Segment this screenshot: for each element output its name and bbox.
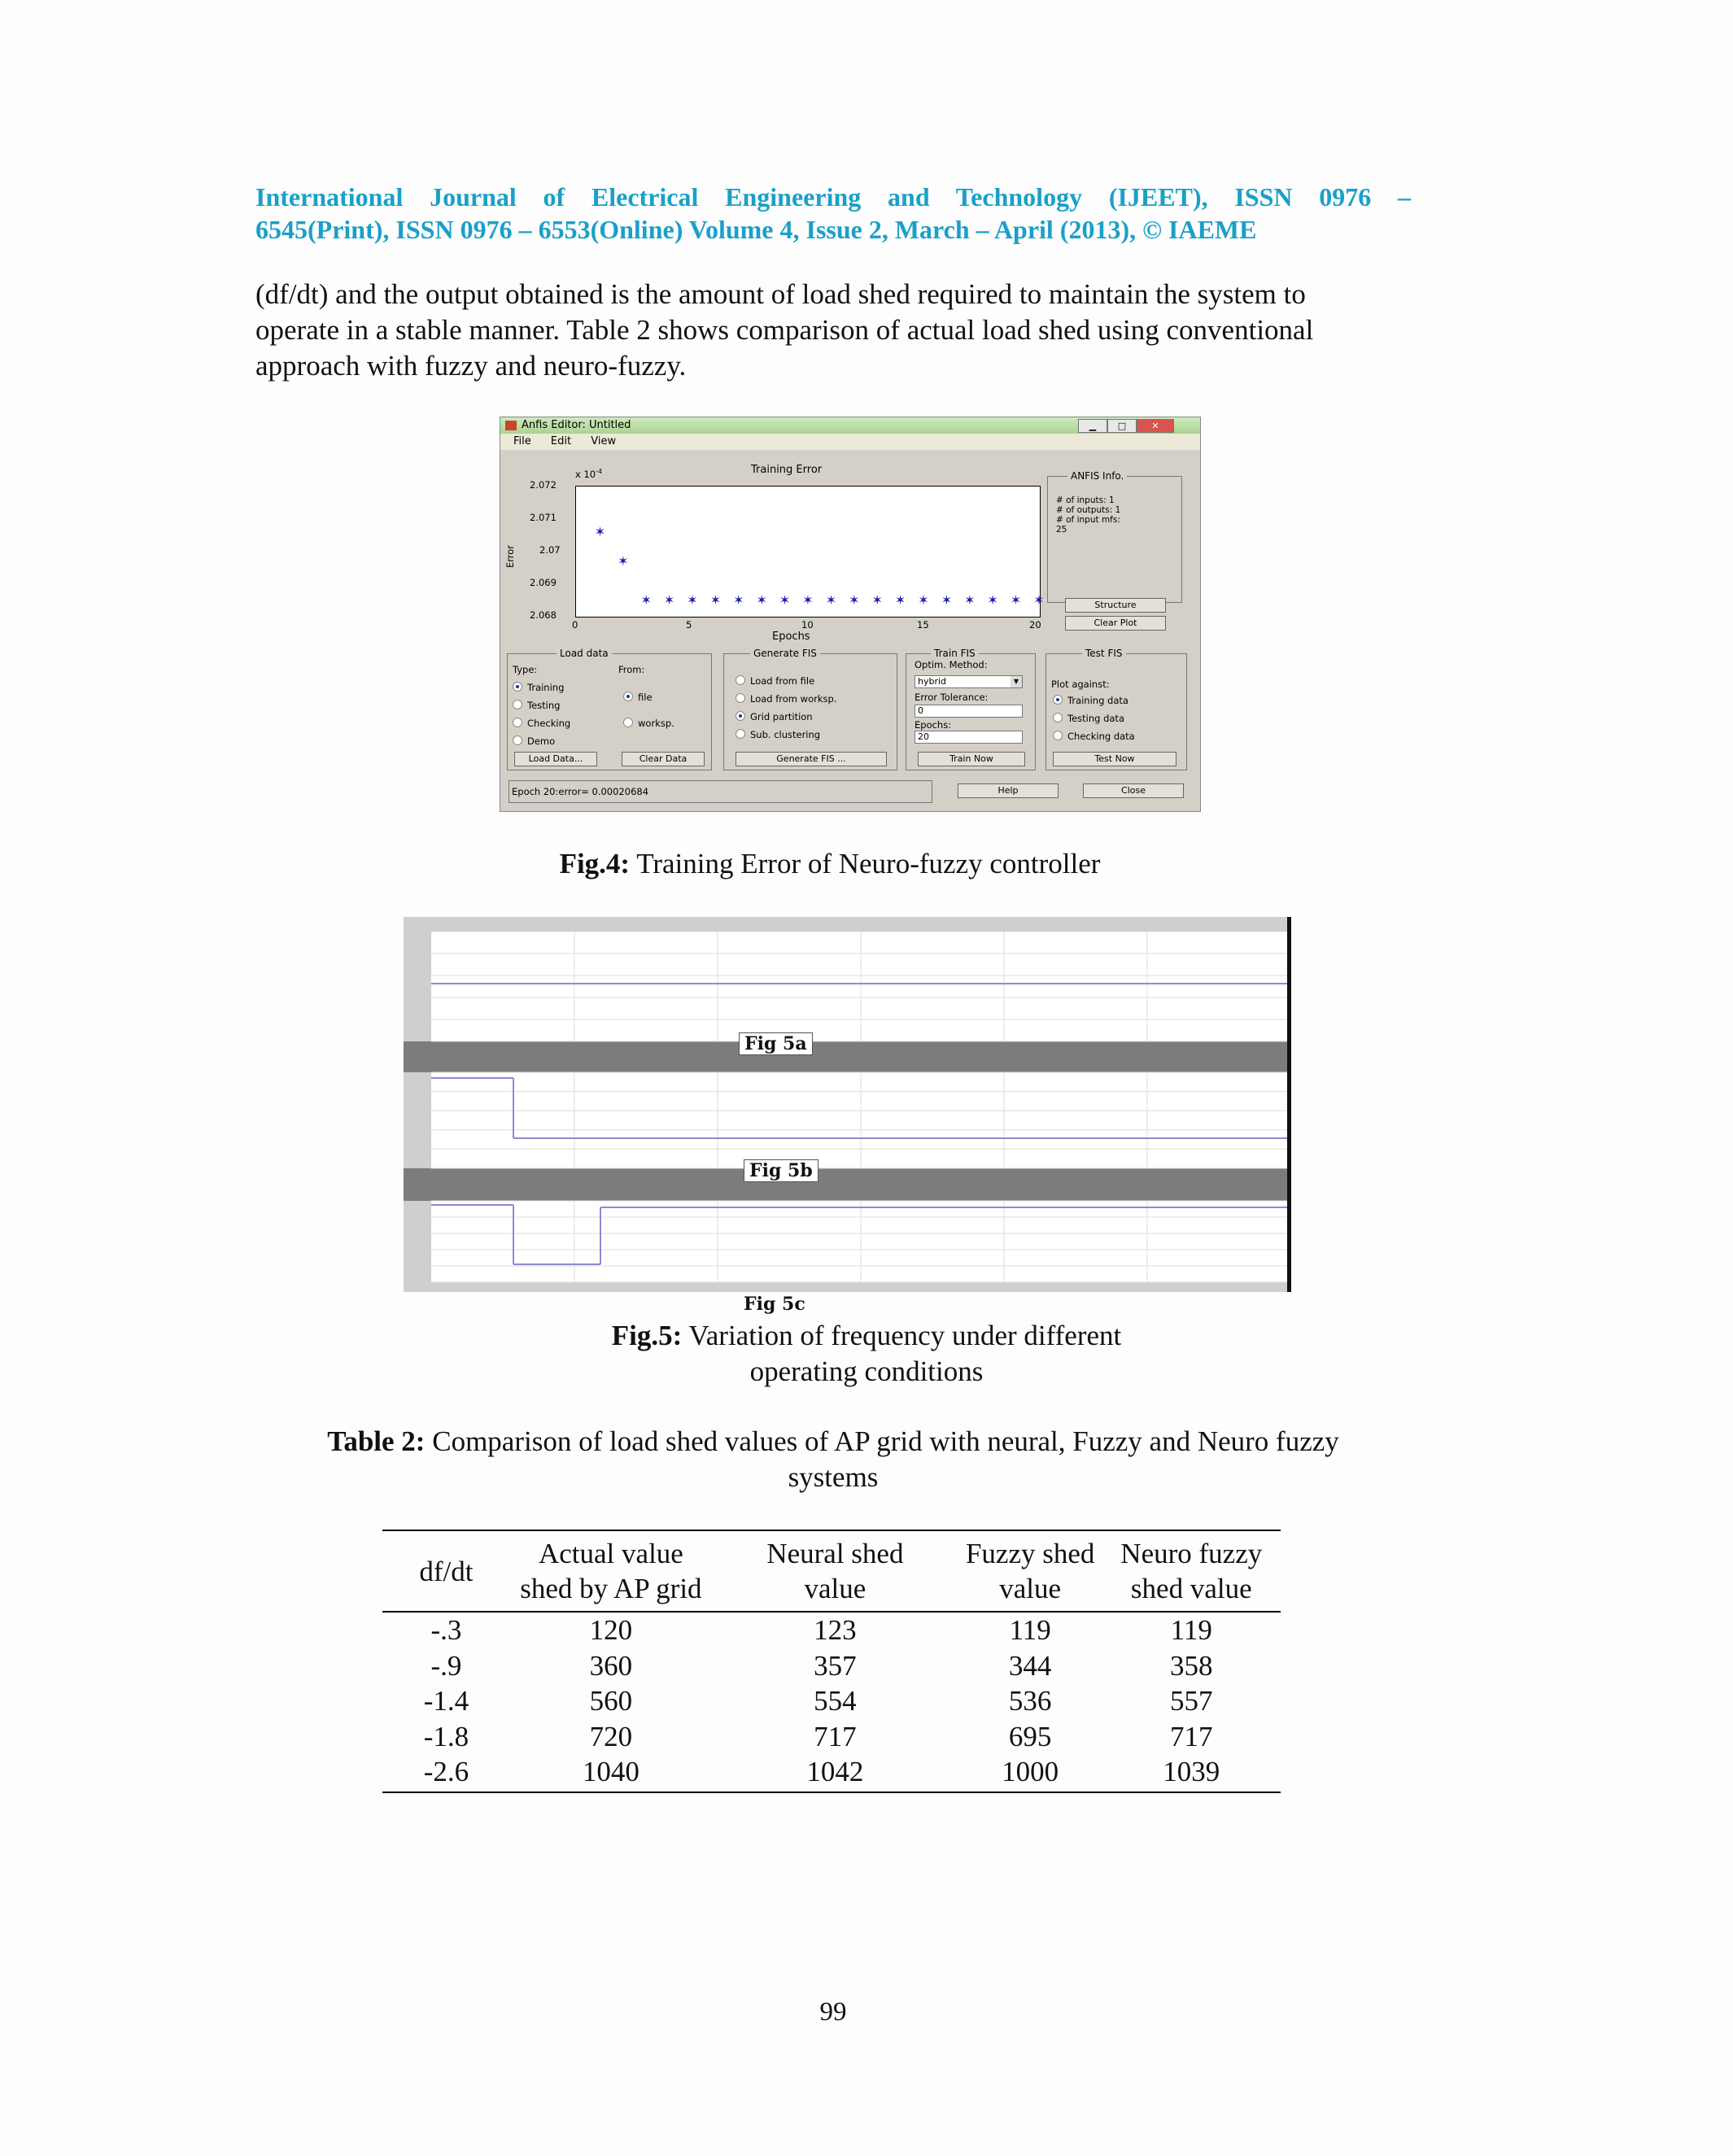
cell: 1039 [1102, 1754, 1281, 1792]
xtick: 5 [686, 619, 692, 631]
paragraph-line: operate in a stable manner. Table 2 shows comparison of actual load shed using conventional [255, 314, 1314, 346]
close-icon[interactable]: ✕ [1137, 419, 1174, 433]
error-point: ✶ [594, 524, 606, 539]
test-now-button[interactable]: Test Now [1053, 752, 1176, 766]
radio-demo[interactable]: Demo [513, 735, 555, 747]
error-point: ✶ [871, 592, 883, 608]
cell: -1.8 [423, 1720, 469, 1752]
table-row [382, 1754, 1281, 1792]
matlab-icon [505, 421, 517, 430]
frequency-scope-figure [404, 917, 1291, 1292]
column-header: Fuzzy shed value [958, 1530, 1102, 1612]
radio-sub-clustering[interactable]: Sub. clustering [736, 729, 820, 740]
generate-fis-button[interactable]: Generate FIS ... [736, 752, 887, 766]
menu-file[interactable]: File [513, 435, 531, 447]
fig5-label: Fig.5: [611, 1320, 683, 1351]
cell: -.3 [430, 1614, 462, 1646]
optim-method-select[interactable]: hybrid ▼ [915, 675, 1023, 688]
anfis-editor-window [500, 417, 1201, 812]
error-point: ✶ [779, 592, 791, 608]
epochs-input[interactable]: 20 [915, 731, 1023, 744]
plot-title: Training Error [751, 464, 823, 476]
plot-xlabel: Epochs [772, 631, 810, 643]
error-point: ✶ [733, 592, 744, 608]
table-row [382, 1683, 1281, 1719]
cell: 554 [814, 1685, 857, 1717]
ytick: 2.069 [530, 577, 557, 588]
status-bar: Epoch 20:error= 0.00020684 [509, 780, 932, 803]
error-point: ✶ [640, 592, 652, 608]
error-point: ✶ [756, 592, 767, 608]
paragraph-line: approach with fuzzy and neuro-fuzzy. [255, 350, 687, 382]
anfis-info-title: ANFIS Info. [1067, 470, 1127, 482]
error-point: ✶ [687, 592, 698, 608]
radio-testing[interactable]: Testing [513, 700, 560, 711]
cell: 720 [589, 1720, 633, 1752]
cell: 717 [1170, 1720, 1213, 1752]
plot-exponent: x $10^{-4}$ [575, 468, 603, 480]
ytick: 2.068 [530, 609, 557, 621]
structure-button[interactable]: Structure [1065, 598, 1166, 613]
radio-file[interactable]: file [623, 692, 653, 703]
table-header-row [382, 1530, 1281, 1612]
cell: 119 [1170, 1614, 1212, 1646]
training-error-svg [576, 487, 1045, 617]
train-fis-title: Train FIS [931, 648, 979, 659]
radio-checking[interactable]: Checking [513, 718, 570, 729]
error-point: ✶ [987, 592, 998, 608]
cell: 560 [589, 1685, 633, 1717]
generate-fis-panel [723, 648, 897, 770]
epochs-label: Epochs: [915, 719, 952, 731]
scope-traces [404, 917, 1287, 1292]
fig5c-label: Fig 5c [744, 1294, 805, 1315]
error-point: ✶ [802, 592, 814, 608]
cell: 717 [814, 1720, 857, 1752]
test-fis-title: Test FIS [1082, 648, 1126, 659]
journal-header-line2: 6545(Print), ISSN 0976 – 6553(Online) Volume 4, Issue 2, March – April (2013), © IAEME [255, 215, 1257, 244]
paragraph-line: (df/dt) and the output obtained is the amount of load shed required to maintain the system to [255, 278, 1306, 310]
type-label: Type: [513, 664, 538, 675]
radio-checking-data[interactable]: Checking data [1053, 731, 1135, 742]
ytick: 2.07 [539, 544, 561, 556]
plot-against-label: Plot against: [1051, 679, 1110, 690]
cell: 695 [1008, 1720, 1052, 1752]
table-caption-line2: systems [788, 1461, 879, 1493]
xtick: 20 [1029, 619, 1041, 631]
column-header: Actual value shed by AP grid [510, 1530, 712, 1612]
xtick: 0 [572, 619, 578, 631]
radio-load-from-file[interactable]: Load from file [736, 675, 814, 687]
info-line: # of inputs: 1 [1056, 495, 1115, 505]
error-point: ✶ [894, 592, 906, 608]
load-data-panel [507, 648, 712, 770]
page-number: 99 [819, 1997, 847, 2027]
menu-bar [500, 434, 1200, 450]
train-fis-panel [906, 648, 1036, 770]
radio-worksp[interactable]: worksp. [623, 718, 674, 729]
ytick: 2.071 [530, 512, 557, 523]
clear-plot-button[interactable]: Clear Plot [1065, 616, 1166, 631]
chevron-down-icon: ▼ [1011, 676, 1022, 687]
table-caption-text: Comparison of load shed values of AP grid with neural, Fuzzy and Neuro fuzzy [425, 1425, 1339, 1457]
info-line: # of outputs: 1 [1056, 505, 1121, 515]
generate-fis-title: Generate FIS [750, 648, 820, 659]
close-button[interactable]: Close [1083, 783, 1184, 798]
journal-header-line1: International Journal of Electrical Engineering and Technology (IJEET), ISSN 0976 – [255, 182, 1411, 212]
table-row [382, 1612, 1281, 1648]
column-header: Neuro fuzzy shed value [1102, 1530, 1281, 1612]
cell: -.9 [430, 1649, 462, 1682]
optim-method-label: Optim. Method: [915, 659, 988, 670]
cell: 120 [589, 1614, 633, 1646]
train-now-button[interactable]: Train Now [918, 752, 1025, 766]
radio-grid-partition[interactable]: Grid partition [736, 711, 813, 722]
error-tolerance-label: Error Tolerance: [915, 692, 989, 703]
info-line: 25 [1056, 525, 1067, 535]
cell: 536 [1008, 1685, 1052, 1717]
cell: -1.4 [423, 1685, 469, 1717]
error-point: ✶ [1010, 592, 1022, 608]
load-data-button[interactable]: Load Data... [514, 752, 597, 766]
radio-training[interactable]: Training [513, 682, 564, 693]
error-point: ✶ [918, 592, 929, 608]
cell: 358 [1170, 1649, 1213, 1682]
table-row [382, 1648, 1281, 1684]
fig5a-label: Fig 5a [739, 1032, 813, 1055]
error-point: ✶ [618, 553, 629, 569]
journal-header [255, 181, 1411, 246]
window-title: Anfis Editor: Untitled [522, 419, 631, 431]
cell: -2.6 [382, 1754, 510, 1792]
cell: 123 [814, 1614, 857, 1646]
fig4-caption [0, 846, 1660, 882]
radio-training-data[interactable]: Training data [1053, 695, 1128, 706]
cell: 360 [589, 1649, 633, 1682]
maximize-icon[interactable]: □ [1107, 419, 1137, 433]
fig5-text-line2: operating conditions [749, 1355, 984, 1387]
error-point: ✶ [825, 592, 837, 608]
plot-ylabel: Error [504, 544, 517, 569]
radio-load-from-worksp[interactable]: Load from worksp. [736, 693, 836, 705]
fig4-label: Fig.4: [559, 848, 631, 879]
fig5-text: Variation of frequency under different [682, 1320, 1122, 1351]
menu-edit[interactable]: Edit [550, 435, 572, 447]
error-point: ✶ [663, 592, 675, 608]
info-line: # of input mfs: [1056, 515, 1120, 525]
error-point: ✶ [964, 592, 976, 608]
cell: 557 [1170, 1685, 1213, 1717]
table-row [382, 1719, 1281, 1755]
cell: 357 [814, 1649, 857, 1682]
xtick: 15 [917, 619, 929, 631]
load-data-title: Load data [557, 648, 612, 659]
cell: 1000 [958, 1754, 1102, 1792]
training-error-plot [575, 486, 1045, 618]
fig5-caption [0, 1318, 1733, 1390]
cell: 1042 [712, 1754, 958, 1792]
ytick: 2.072 [530, 479, 557, 491]
fig5b-label: Fig 5b [744, 1159, 818, 1182]
cell: 119 [1009, 1614, 1051, 1646]
error-tolerance-input[interactable]: 0 [915, 705, 1023, 718]
column-header: df/dt [382, 1530, 510, 1612]
radio-testing-data[interactable]: Testing data [1053, 713, 1124, 724]
minimize-icon[interactable]: ▁ [1078, 419, 1107, 433]
load-shed-table [382, 1530, 1281, 1793]
table-caption [0, 1424, 1666, 1495]
error-point: ✶ [709, 592, 722, 608]
error-point: ✶ [1033, 592, 1045, 608]
cell: 1040 [510, 1754, 712, 1792]
fig4-text: Training Error of Neuro-fuzzy controller [630, 848, 1101, 879]
test-fis-panel [1045, 648, 1187, 770]
cell: 344 [1008, 1649, 1052, 1682]
error-point: ✶ [849, 592, 860, 608]
clear-data-button[interactable]: Clear Data [622, 752, 705, 766]
body-paragraph [255, 277, 1411, 384]
anfis-info-panel [1047, 470, 1182, 603]
column-header: Neural shed value [712, 1530, 958, 1612]
xtick: 10 [801, 619, 814, 631]
help-button[interactable]: Help [958, 783, 1059, 798]
from-label: From: [618, 664, 645, 675]
error-point: ✶ [941, 592, 953, 608]
menu-view[interactable]: View [591, 435, 617, 447]
table-label: Table 2: [327, 1425, 426, 1457]
